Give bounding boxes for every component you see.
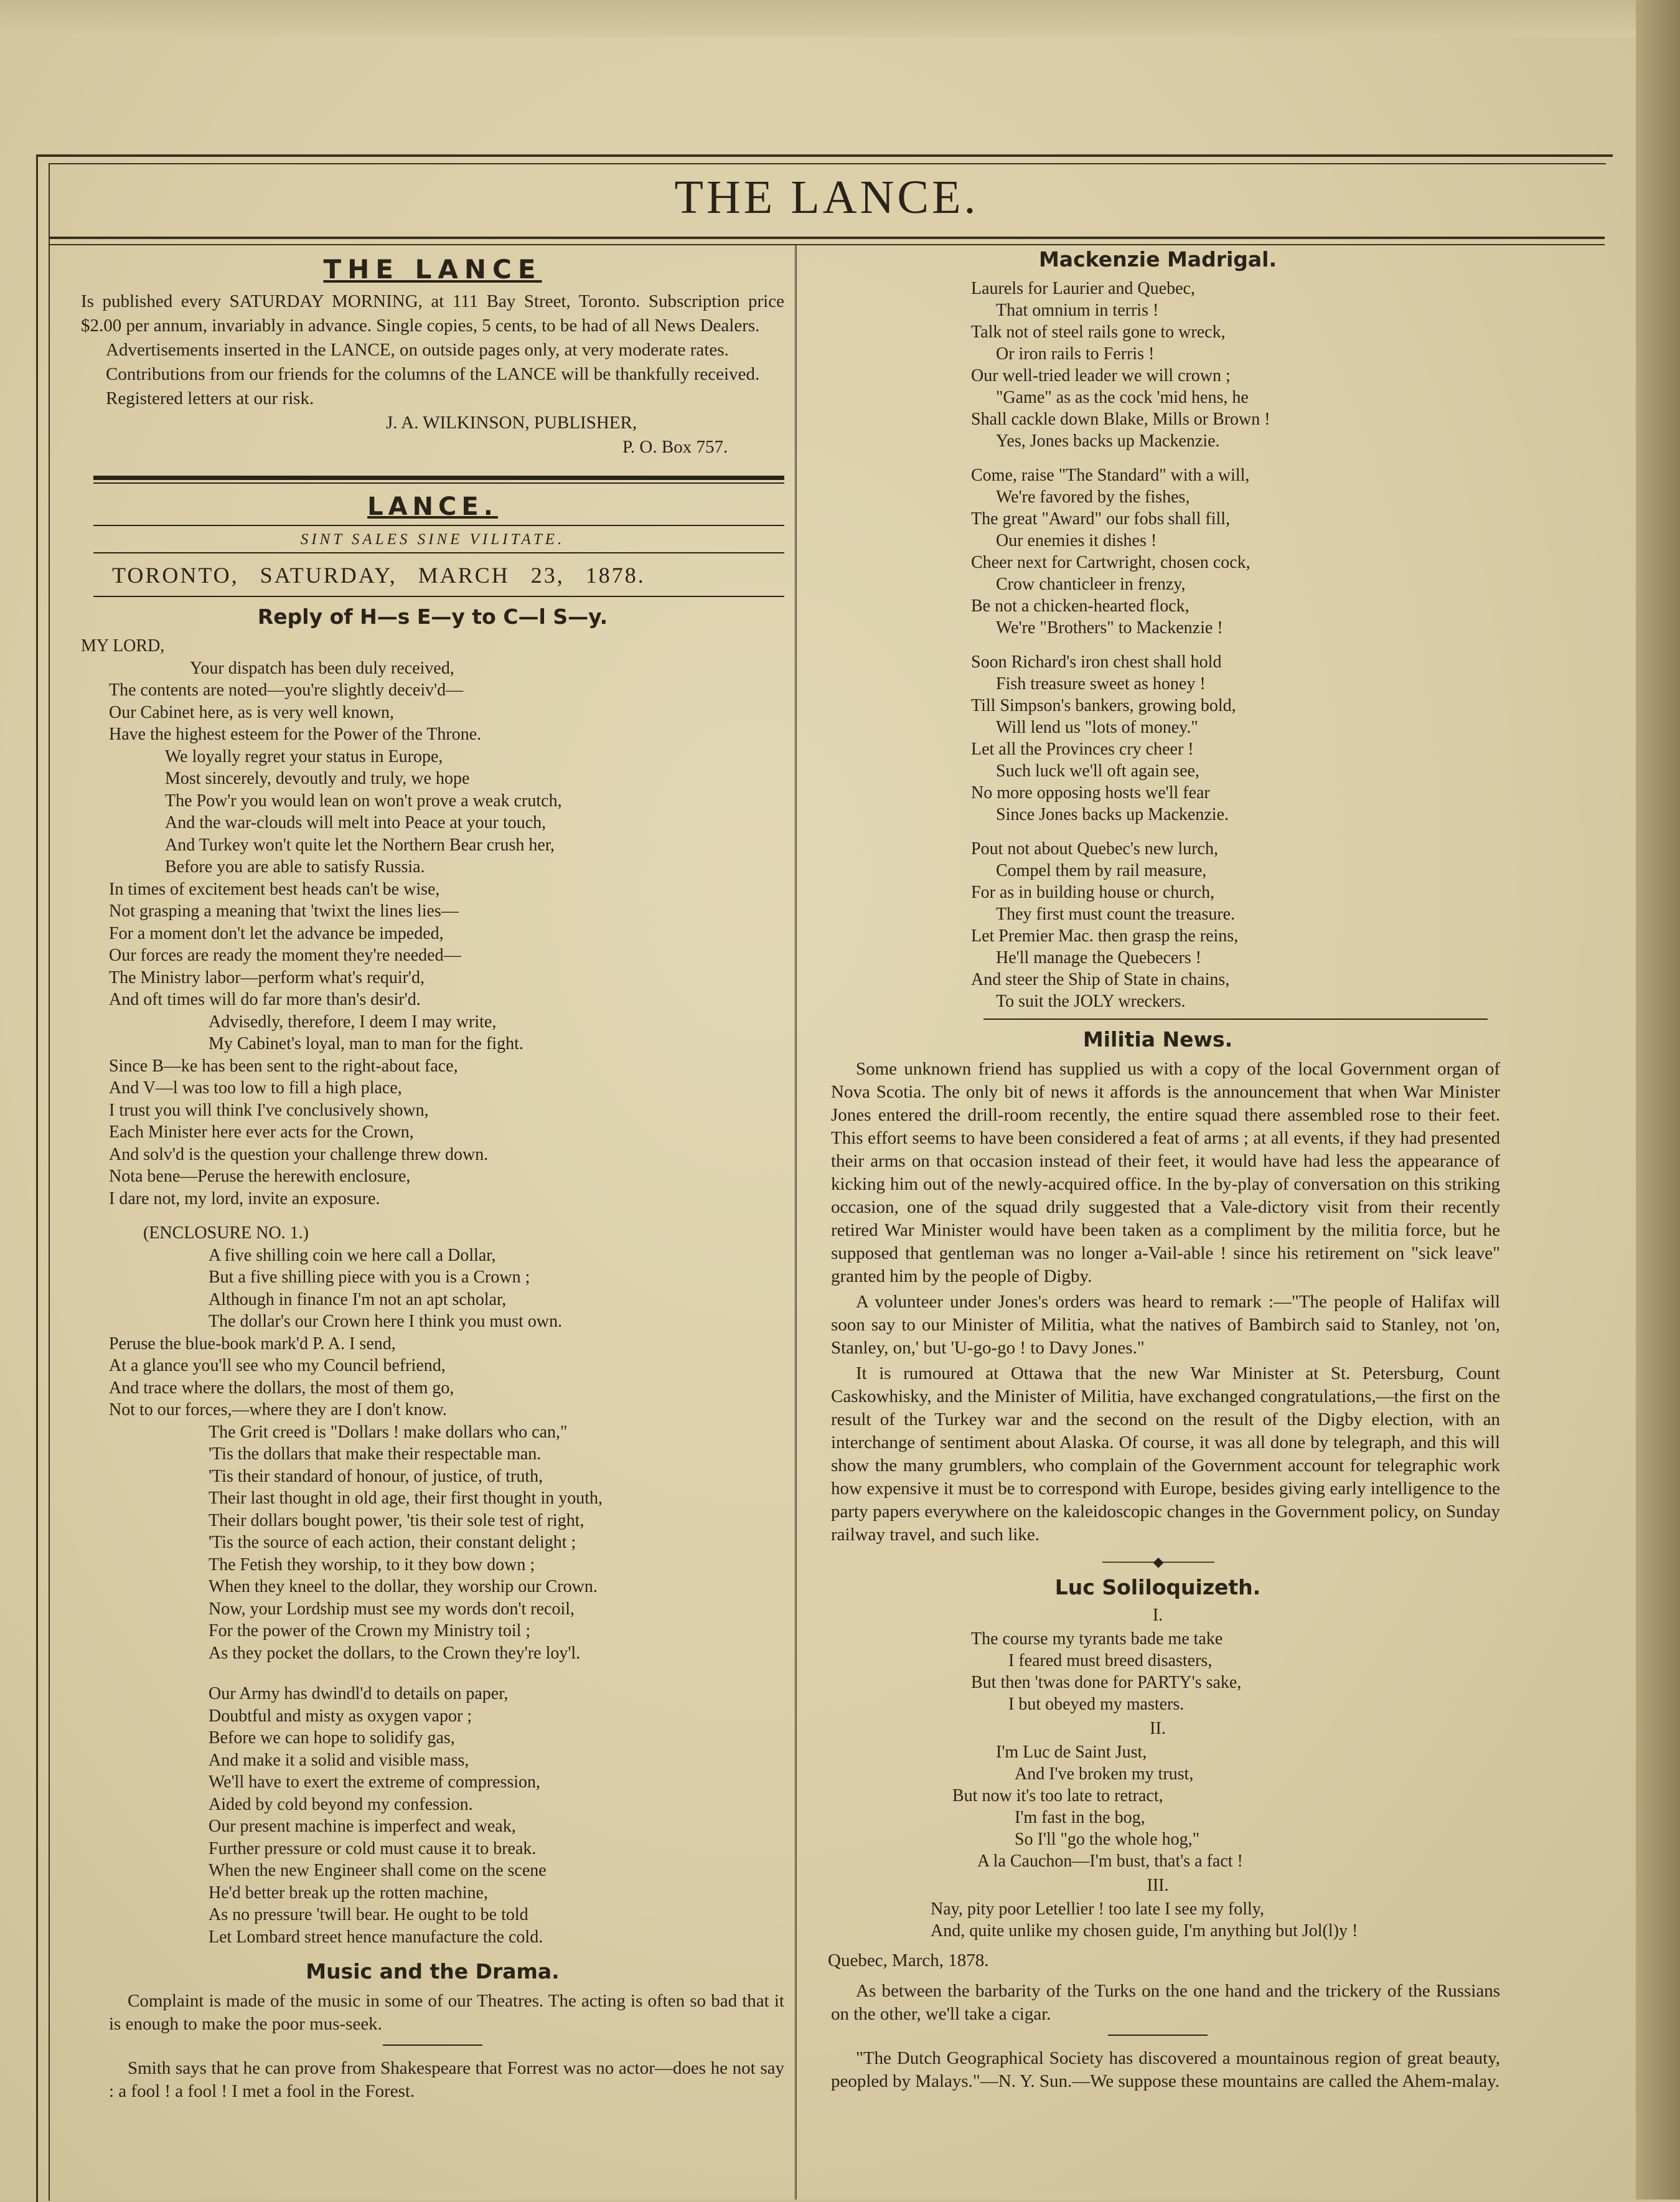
column-divider [795, 244, 797, 2200]
madrigal-poem [971, 278, 1506, 1012]
poem-line: To suit the JOLY wreckers. [996, 992, 1186, 1011]
poem-line: Talk not of steel rails gone to wreck, [971, 322, 1226, 342]
section-rule-thin [93, 482, 784, 484]
poem-line: Come, raise "The Standard" with a will, [971, 466, 1250, 485]
poem-line: The dollar's our Crown here I think you must own. [209, 1312, 563, 1331]
poem-line: Since Jones backs up Mackenzie. [996, 805, 1229, 824]
poem-line: Cheer next for Cartwright, chosen cock, [971, 553, 1251, 572]
poem-line: Or iron rails to Ferris ! [996, 344, 1155, 364]
poem-line: When they kneel to the dollar, they worship our Crown. [209, 1577, 598, 1596]
poem-line: Their last thought in old age, their first thought in youth, [209, 1489, 603, 1508]
publisher-paragraph: Is published every SATURDAY MORNING, at 111 Bay Street, Toronto. Subscription price $2.00 per annum, invariably in advance. Single copies, 5 cents, to be had of all News Dealers. [81, 291, 784, 336]
poem-line: The Pow'r you would lean on won't prove a weak crutch, [165, 791, 562, 811]
poem-line: We loyally regret your status in Europe, [165, 746, 443, 766]
poem-line: Will lend us "lots of money." [996, 718, 1198, 737]
poem-line: Have the highest esteem for the Power of the Throne. [109, 725, 482, 744]
poem-line: The Grit creed is "Dollars ! make dollars who can," [209, 1422, 568, 1442]
publisher-signature: J. A. WILKINSON, PUBLISHER, [386, 413, 637, 433]
section-rule [983, 1019, 1488, 1020]
short-rule [383, 2044, 482, 2046]
poem-line: We're favored by the fishes, [996, 487, 1190, 507]
poem-line: They first must count the treasure. [996, 905, 1236, 924]
poem-line: So I'll "go the whole hog," [1015, 1830, 1199, 1849]
poem-line: Our well-tried leader we will crown ; [971, 366, 1231, 385]
poem-line: And make it a solid and visible mass, [209, 1750, 469, 1770]
poem-line: A five shilling coin we here call a Dollar, [209, 1245, 496, 1265]
poem-line: The Fetish they worship, to it they bow down ; [209, 1555, 535, 1574]
reply-letter [81, 635, 784, 1948]
poem-line: And steer the Ship of State in chains, [971, 970, 1230, 989]
poem-line: My Cabinet's loyal, man to man for the fight. [209, 1034, 523, 1053]
poem-line: Our Army has dwindl'd to details on paper, [209, 1684, 509, 1703]
stanza-numeral: II. [1150, 1719, 1166, 1738]
poem-line: Before you are able to satisfy Russia. [165, 857, 425, 877]
cigar-paragraph: As between the barbarity of the Turks on the one hand and the trickery of the Russians on the other, we'll take a cigar. [831, 1981, 1500, 2024]
poem-line: 'Tis the dollars that make their respectable man. [209, 1444, 542, 1464]
poem-line: Soon Richard's iron chest shall hold [971, 652, 1222, 672]
dutch-paragraph: "The Dutch Geographical Society has discovered a mountainous region of great beauty, peopled by Malays."—N. Y. Sun.—We suppose these mountains are called the Ahem-malay. [831, 2048, 1500, 2091]
poem-line: The course my tyrants bade me take [971, 1629, 1223, 1649]
poem-line: Aided by cold beyond my confession. [209, 1794, 473, 1814]
reply-salutation: MY LORD, [81, 636, 165, 656]
poem-line: Be not a chicken-hearted flock, [971, 596, 1190, 616]
publisher-paragraph: Registered letters at our risk. [106, 388, 314, 408]
masthead-title: THE LANCE. [674, 171, 979, 223]
poem-line: Pout not about Quebec's new lurch, [971, 839, 1218, 859]
poem-line: Compel them by rail measure, [996, 861, 1207, 880]
poem-line: And I've broken my trust, [1015, 1764, 1194, 1784]
poem-line: In times of excitement best heads can't be wise, [109, 879, 440, 899]
poem-line: I but obeyed my masters. [1008, 1695, 1185, 1714]
publisher-paragraph: Advertisements inserted in the LANCE, on outside pages only, at very moderate rates. [106, 340, 729, 360]
poem-line: And solv'd is the question your challenge threw down. [109, 1144, 489, 1164]
poem-line: Yes, Jones backs up Mackenzie. [996, 431, 1220, 451]
luc-title: Luc Soliloquizeth. [1054, 1575, 1261, 1599]
poem-line: As they pocket the dollars, to the Crown they're loy'l. [209, 1643, 581, 1663]
luc-stanza [809, 1628, 1506, 1715]
poem-line: But a five shilling piece with you is a Crown ; [209, 1268, 530, 1287]
poem-line: Laurels for Laurier and Quebec, [971, 279, 1195, 298]
poem-line: Let Premier Mac. then grasp the reins, [971, 926, 1239, 946]
poem-line: That omnium in terris ! [996, 301, 1159, 320]
motto-rule [93, 552, 784, 553]
page-edge [1636, 0, 1680, 2200]
poem-line: Although in finance I'm not an apt scholar, [209, 1289, 507, 1309]
motto-rule [93, 525, 784, 526]
section-rule [93, 476, 784, 480]
music-paragraph: Complaint is made of the music in some of our Theatres. The acting is often so bad that it is enough to make the poor mus-seek. [109, 1991, 784, 2034]
poem-line: Nay, pity poor Letellier ! too late I see my folly, [931, 1899, 1264, 1919]
left-column [81, 249, 784, 2103]
poem-line: 'Tis their standard of honour, of justice, of truth, [209, 1466, 543, 1486]
poem-line: For as in building house or church, [971, 883, 1215, 902]
poem-line: I dare not, my lord, invite an exposure. [109, 1188, 380, 1208]
previous-page-strip [0, 0, 1680, 37]
poem-line: Their dollars bought power, 'tis their sole test of right, [209, 1510, 584, 1530]
reply-title: Reply of H—s E—y to C—l S—y. [257, 605, 608, 629]
luc-dateline: Quebec, March, 1878. [828, 1950, 989, 1970]
short-rule [1108, 2035, 1208, 2036]
poem-line: But now it's too late to retract, [952, 1786, 1163, 1805]
music-title: Music and the Drama. [306, 1959, 560, 1983]
poem-line: For the power of the Crown my Ministry toil ; [209, 1621, 531, 1640]
poem-line: And Turkey won't quite let the Northern Bear crush her, [165, 835, 555, 855]
poem-line: The contents are noted—you're slightly deceiv'd— [109, 680, 464, 700]
masthead-rule [49, 237, 1605, 239]
militia-paragraph: It is rumoured at Ottawa that the new War Minister at St. Petersburg, Count Caskowhisky, and the Minister of Militia, have exchanged congratulations,—the first on the result of the Turkey war and the second on the result of the Digby election, with an interchange of sentiment about Alaska. Of course, it was all done by telegraph, and this will show the many grumblers, who complain of the Government account for telegraphic work how expensive it must be to correspond with Europe, besides giving early intelligence to the party papers everywhere on the kaleidoscopic changes in the Government policy, on Sunday railway travel, and such like. [831, 1363, 1500, 1545]
publisher-paragraph: Contributions from our friends for the columns of the LANCE will be thankfully received. [106, 364, 760, 384]
right-column [809, 240, 1506, 2093]
poem-line: Our Cabinet here, as is very well known, [109, 702, 394, 722]
poem-line: Such luck we'll oft again see, [996, 761, 1199, 781]
enclosure-label: (ENCLOSURE NO. 1.) [143, 1223, 309, 1243]
poem-line: I feared must breed disasters, [1008, 1651, 1213, 1670]
issue-dateline: TORONTO, SATURDAY, MARCH 23, 1878. [112, 563, 645, 588]
poem-line: As no pressure 'twill bear. He ought to be told [209, 1905, 528, 1924]
issue-name: LANCE. [367, 492, 498, 521]
poem-line: Further pressure or cold must cause it to break. [209, 1838, 537, 1858]
poem-line: I'm Luc de Saint Just, [996, 1743, 1147, 1762]
issue-motto: SINT SALES SINE VILITATE. [300, 531, 565, 548]
poem-line: Fish treasure sweet as honey ! [996, 674, 1206, 694]
poem-line: Not grasping a meaning that 'twixt the lines lies— [109, 901, 459, 921]
poem-line: Our present machine is imperfect and weak, [209, 1817, 516, 1836]
militia-title: Militia News. [1082, 1027, 1233, 1052]
poem-line: Since B—ke has been sent to the right-about face, [109, 1056, 458, 1076]
poem-line: We'll have to exert the extreme of compression, [209, 1772, 541, 1792]
poem-line: And trace where the dollars, the most of them go, [109, 1378, 454, 1398]
publisher-box-title: THE LANCE [323, 254, 542, 285]
poem-line: And, quite unlike my chosen guide, I'm anything but Jol(l)y ! [931, 1921, 1358, 1941]
poem-line: Our enemies it dishes ! [996, 531, 1157, 550]
poem-line: We're "Brothers" to Mackenzie ! [996, 618, 1223, 638]
poem-line: And oft times will do far more than's desir'd. [109, 990, 421, 1009]
poem-line: "Game" as as the cock 'mid hens, he [996, 388, 1249, 407]
poem-line: No more opposing hosts we'll fear [971, 783, 1210, 802]
poem-line: Now, your Lordship must see my words don't recoil, [209, 1599, 575, 1619]
madrigal-title: Mackenzie Madrigal. [1038, 247, 1277, 271]
poem-line: When the new Engineer shall come on the scene [209, 1861, 547, 1880]
poem-line: Your dispatch has been duly received, [190, 658, 454, 678]
luc-stanza [809, 1898, 1506, 1942]
ornament-divider: ──────◆────── [1102, 1554, 1213, 1569]
poem-line: Not to our forces,—where they are I don't know. [109, 1400, 447, 1419]
militia-paragraph: Some unknown friend has supplied us with a copy of the local Government organ of Nova Scotia. The only bit of news it affords is the announcement that when War Minister Jones entered the drill-room recently, the entire squad there assembled rose to their feet. This effort seems to have been considered a feat of arms ; at all events, if they had presented their arms on that occasion instead of their feet, it would have had less the appearance of kicking him out of the newly-acquired office. In the by-play of conversation on this striking occasion, one of the squad drily suggested that a Vale-dictory visit from their recently retired War Minister would have been taken as a compliment by the militia force, but he supposed that gentleman was no longer a-Vail-able ! since his retirement on "sick leave" granted him by the people of Digby. [831, 1059, 1500, 1286]
poem-line: For a moment don't let the advance be impeded, [109, 923, 444, 943]
poem-line: Crow chanticleer in frenzy, [996, 575, 1186, 594]
poem-line: Shall cackle down Blake, Mills or Brown ! [971, 410, 1270, 429]
poem-line: Most sincerely, devoutly and truly, we hope [165, 769, 470, 788]
poem-line: Each Minister here ever acts for the Crown, [109, 1122, 414, 1142]
dateline-rule [93, 596, 784, 597]
poem-line: Nota bene—Peruse the herewith enclosure, [109, 1167, 411, 1186]
poem-line: He'll manage the Quebecers ! [996, 948, 1201, 967]
stanza-numeral: I. [1152, 1606, 1163, 1625]
poem-line: Before we can hope to solidify gas, [209, 1728, 455, 1748]
poem-line: Let all the Provinces cry cheer ! [971, 740, 1194, 759]
luc-stanza [809, 1741, 1506, 1872]
poem-line: Let Lombard street hence manufacture the cold. [209, 1927, 543, 1947]
poem-line: Our forces are ready the moment they're needed— [109, 946, 461, 965]
militia-paragraph: A volunteer under Jones's orders was heard to remark :—"The people of Halifax will soon say to our Minister of Militia, what the natives of Bambirch said to Stanley, not 'on, Stanley, on,' but 'U-go-go ! to Davy Jones." [831, 1292, 1500, 1358]
poem-line: 'Tis the source of each action, their constant delight ; [209, 1533, 576, 1552]
stanza-numeral: III. [1147, 1876, 1169, 1895]
poem-line: I trust you will think I've conclusively shown, [109, 1100, 429, 1120]
poem-line: The Ministry labor—perform what's requir'd, [109, 967, 425, 987]
poem-line: But then 'twas done for PARTY's sake, [971, 1673, 1242, 1692]
publisher-po-box: P. O. Box 757. [622, 437, 728, 457]
poem-line: At a glance you'll see who my Council befriend, [109, 1356, 446, 1375]
poem-line: Doubtful and misty as oxygen vapor ; [209, 1706, 472, 1726]
poem-line: A la Cauchon—I'm bust, that's a fact ! [977, 1851, 1243, 1871]
poem-line: And the war-clouds will melt into Peace at your touch, [165, 813, 547, 832]
poem-line: I'm fast in the bog, [1015, 1808, 1145, 1827]
poem-line: The great "Award" our fobs shall fill, [971, 509, 1231, 529]
poem-line: Peruse the blue-book mark'd P. A. I send, [109, 1334, 396, 1353]
music-paragraph: Smith says that he can prove from Shakespeare that Forrest was no actor—does he not say : a fool ! a fool ! I met a fool in the Forest. [109, 2058, 784, 2101]
poem-line: He'd better break up the rotten machine, [209, 1883, 488, 1903]
poem-line: Till Simpson's bankers, growing bold, [971, 696, 1236, 715]
poem-line: Advisedly, therefore, I deem I may write, [209, 1012, 497, 1032]
poem-line: And V—l was too low to fill a high place, [109, 1078, 402, 1098]
